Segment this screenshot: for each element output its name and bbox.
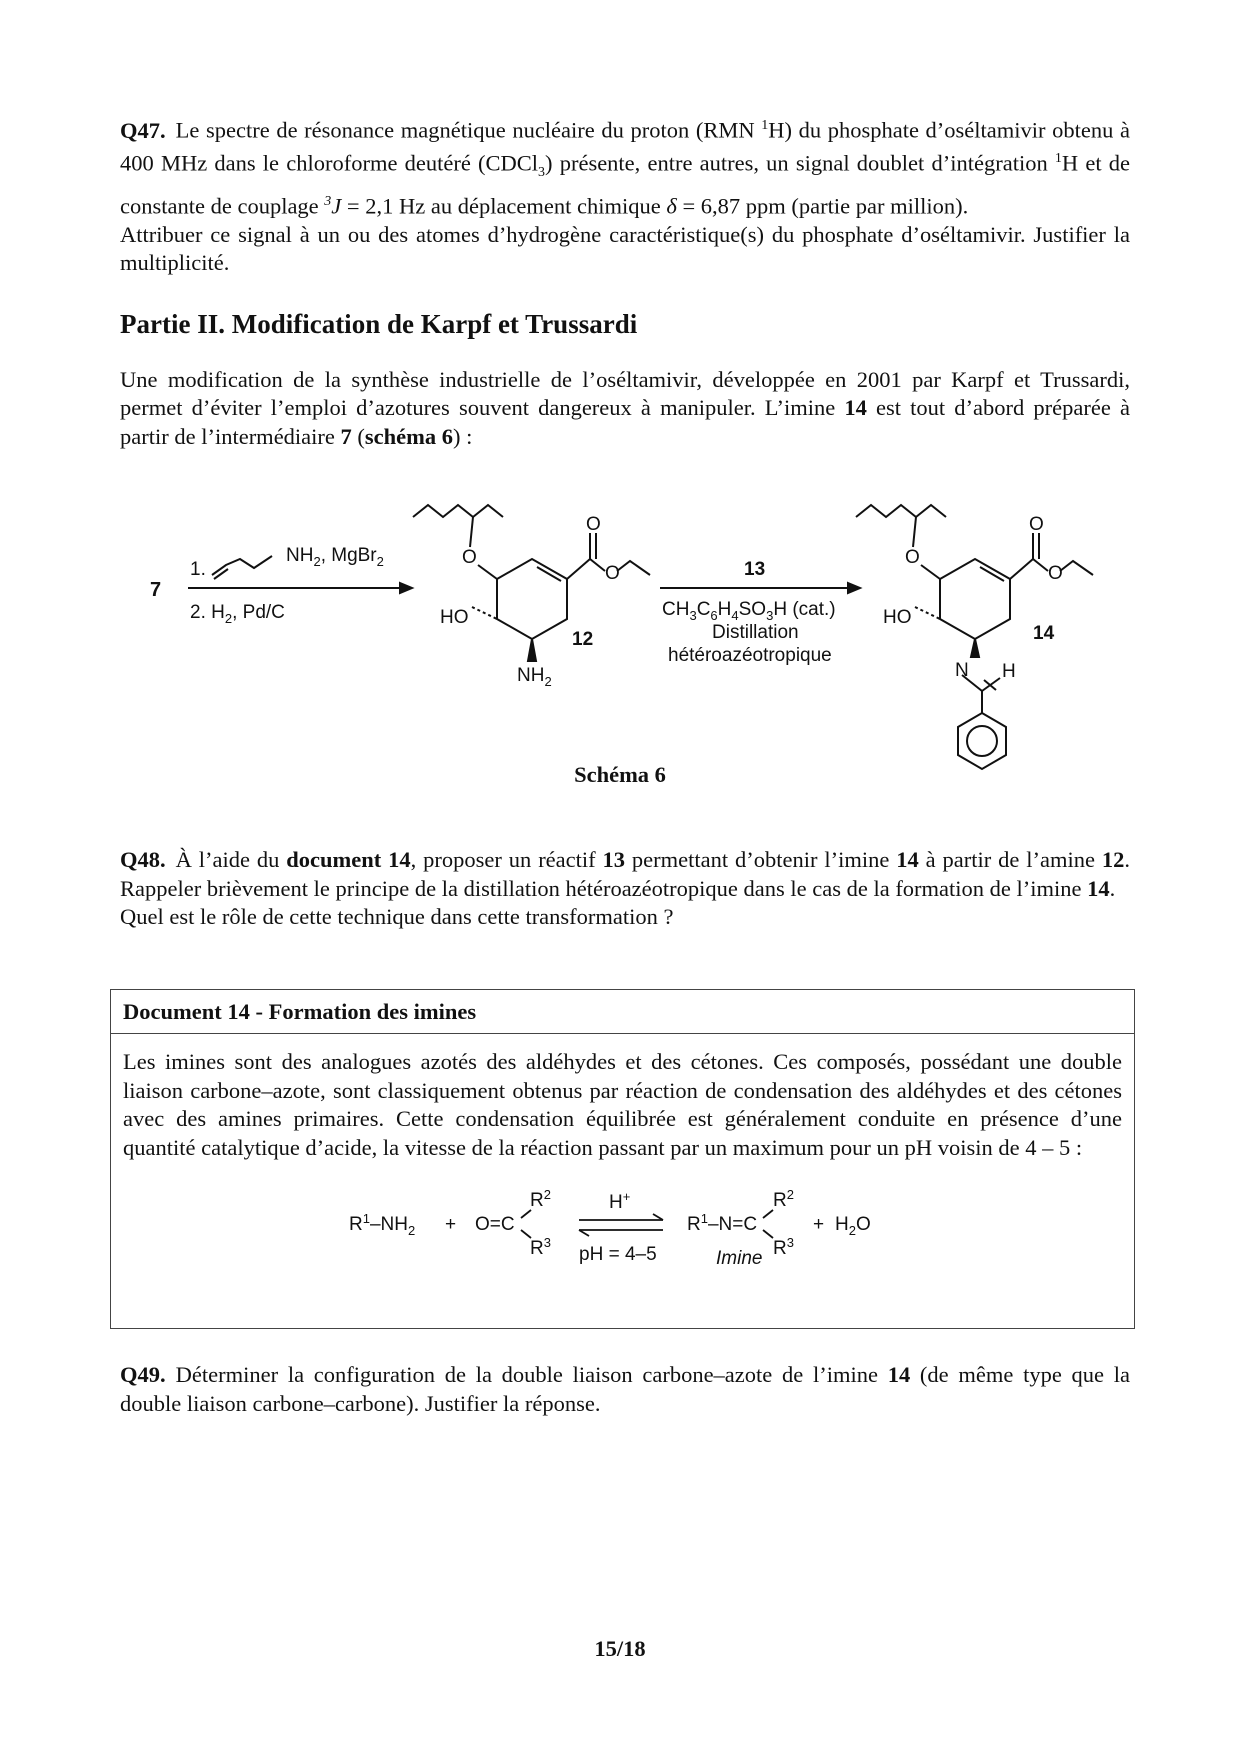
q48-d: 13: [602, 847, 626, 872]
document-14-title: Document 14 - Formation des imines: [111, 990, 1134, 1034]
atom-ho-12: HO: [440, 607, 469, 628]
intro-g: ) :: [453, 423, 473, 449]
q49-block: [120, 1361, 1130, 1418]
intro-e: (: [351, 423, 365, 449]
q49-b: 14: [887, 1362, 911, 1387]
eq-plus-2: +: [813, 1214, 825, 1235]
intro-b: 14: [844, 395, 867, 420]
q48-f: 14: [896, 847, 919, 872]
q48-line2: Quel est le rôle de cette technique dans cette transformation ?: [120, 904, 674, 929]
q47-text-c: ) présente, entre autres, un signal doublet d’intégration: [545, 150, 1055, 176]
q48-label: Q48.: [120, 847, 166, 872]
cmpd-13-label: 13: [744, 559, 766, 580]
atom-ho-14: HO: [883, 607, 912, 628]
cmpd-12-label: 12: [572, 629, 594, 650]
q49-a: Déterminer la configuration de la double liaison carbone–azote de l’imine: [175, 1362, 888, 1387]
atom-o-12: O: [462, 547, 477, 568]
q48-block: [120, 846, 1130, 932]
q48-g: à partir de l’amine: [918, 847, 1102, 872]
q48-k: .: [1109, 875, 1116, 901]
cond-hetero: hétéroazéotropique: [668, 645, 832, 666]
q47-paragraph: [120, 112, 1130, 221]
q47-sub: 3: [538, 165, 546, 180]
q48-a: À l’aide du: [175, 847, 287, 872]
q48-b: document 14: [286, 847, 411, 872]
atom-n-14: N: [955, 660, 969, 681]
eq-r3: $R^3$: [530, 1235, 551, 1259]
q47-text-b: H) du phosphate d’oséltamivir obtenu à 400 MHz dans le chloroforme deutéré (CDCl: [120, 117, 1130, 176]
step1-reagent: $NH_2$, MgBr$_2$: [286, 545, 384, 569]
intro-d: 7: [340, 423, 352, 449]
q48-j: 14: [1087, 875, 1110, 901]
cmpd-7-label: 7: [150, 579, 162, 601]
document-14-text: Les imines sont des analogues azotés des aldéhydes et des cétones. Ces composés, possédant une double liaison carbone–azote, sont classiquement obtenus par réaction de condensation des aldéhydes et des cétones avec des amines primaires. Cette condensation équilibrée est généralement conduite en présence d’une quantité catalytique d’acide, la vitesse de la réaction passant par un maximum pour un pH voisin de 4 – 5 :: [123, 1049, 1122, 1160]
intro-a: Une modification de la synthèse industrielle de l’oséltamivir, développée en 2001 par Karpf et Trussardi, permet d’éviter l’emploi d’azotures souvent dangereux à manipuler. L’imine: [120, 366, 1130, 420]
intro-c: est tout d’abord préparée à partir de l’intermédiaire: [120, 395, 1130, 449]
q47-text-e: = 2,1 Hz au déplacement chimique: [341, 193, 667, 218]
q47-sup: 1: [761, 118, 769, 133]
q47-sup2: 1: [1054, 151, 1062, 166]
q47-delta: δ: [666, 193, 677, 218]
q47-text-d: H et de constante de couplage: [120, 150, 1130, 218]
eq-carbonyl: O=C: [475, 1214, 515, 1235]
atom-o-ester-14: O: [1048, 563, 1063, 584]
q47-instruction: Attribuer ce signal à un ou des atomes d’hydrogène caractéristique(s) du phosphate d’oséltamivir. Justifier la multiplicité.: [120, 221, 1130, 275]
atom-o-carbonyl-14: O: [1029, 514, 1044, 535]
cond-acid: $CH_3C_6H_4SO_3H$ (cat.): [662, 599, 836, 623]
cond-distillation: Distillation: [712, 622, 799, 643]
q47-label: Q47.: [120, 117, 166, 143]
part2-intro: [120, 366, 1130, 452]
scheme-caption: Schéma 6: [574, 762, 666, 787]
atom-o-14: O: [905, 547, 920, 568]
q47-sup3: 3: [324, 193, 332, 209]
eq-r2-imine: $R^2$: [773, 1187, 794, 1211]
imine-equation: [123, 1168, 1123, 1278]
step2-reagent: 2. $H_2$, Pd/C: [190, 602, 285, 626]
intro-f: schéma 6: [364, 423, 454, 449]
eq-imine-formula: $R^1-N=C$: [687, 1211, 758, 1235]
page-content: [120, 112, 1130, 451]
eq-plus-1: +: [445, 1214, 457, 1235]
q49-c: (de même type que la double liaison carbone–carbone). Justifier la réponse.: [120, 1362, 1131, 1416]
q48-e: permettant d’obtenir l’imine: [625, 847, 897, 872]
eq-imine-label: Imine: [716, 1248, 763, 1269]
cmpd-14-label: 14: [1033, 623, 1055, 644]
eq-r3-imine: $R^3$: [773, 1235, 794, 1259]
eq-r2: $R^2$: [530, 1187, 551, 1211]
eq-water: $H_2O$: [835, 1214, 871, 1238]
eq-amine: $R^1-NH_2$: [349, 1211, 416, 1238]
q48-paragraph: [120, 846, 1130, 903]
scheme-6-diagram: [0, 495, 1240, 785]
q47-j: J: [331, 193, 342, 218]
step1-num: 1.: [190, 559, 206, 580]
document-14-box: [110, 989, 1135, 1329]
eq-ph: pH = 4–5: [579, 1244, 657, 1265]
page-number: 15/18: [594, 1636, 646, 1661]
q48-i: . Rappeler brièvement le principe de la distillation hétéroazéotropique dans le cas de la formation de l’imine: [120, 847, 1131, 901]
eq-catalyst: H+: [609, 1189, 631, 1213]
q49-label: Q49.: [120, 1362, 166, 1387]
q47-text-f: = 6,87 ppm (partie par million).: [676, 193, 969, 218]
atom-o-ester-12: O: [605, 563, 620, 584]
atom-nh2-12: $NH_2$: [517, 665, 552, 689]
atom-o-carbonyl-12: O: [586, 514, 601, 535]
q48-h: 12: [1101, 847, 1125, 872]
q47-text-a: Le spectre de résonance magnétique nucléaire du proton (RMN: [175, 117, 762, 143]
q48-c: , proposer un réactif: [410, 847, 603, 872]
section-title: Partie II. Modification de Karpf et Trussardi: [120, 308, 638, 339]
atom-h-14: H: [1002, 661, 1016, 682]
q49-paragraph: [120, 1361, 1130, 1418]
